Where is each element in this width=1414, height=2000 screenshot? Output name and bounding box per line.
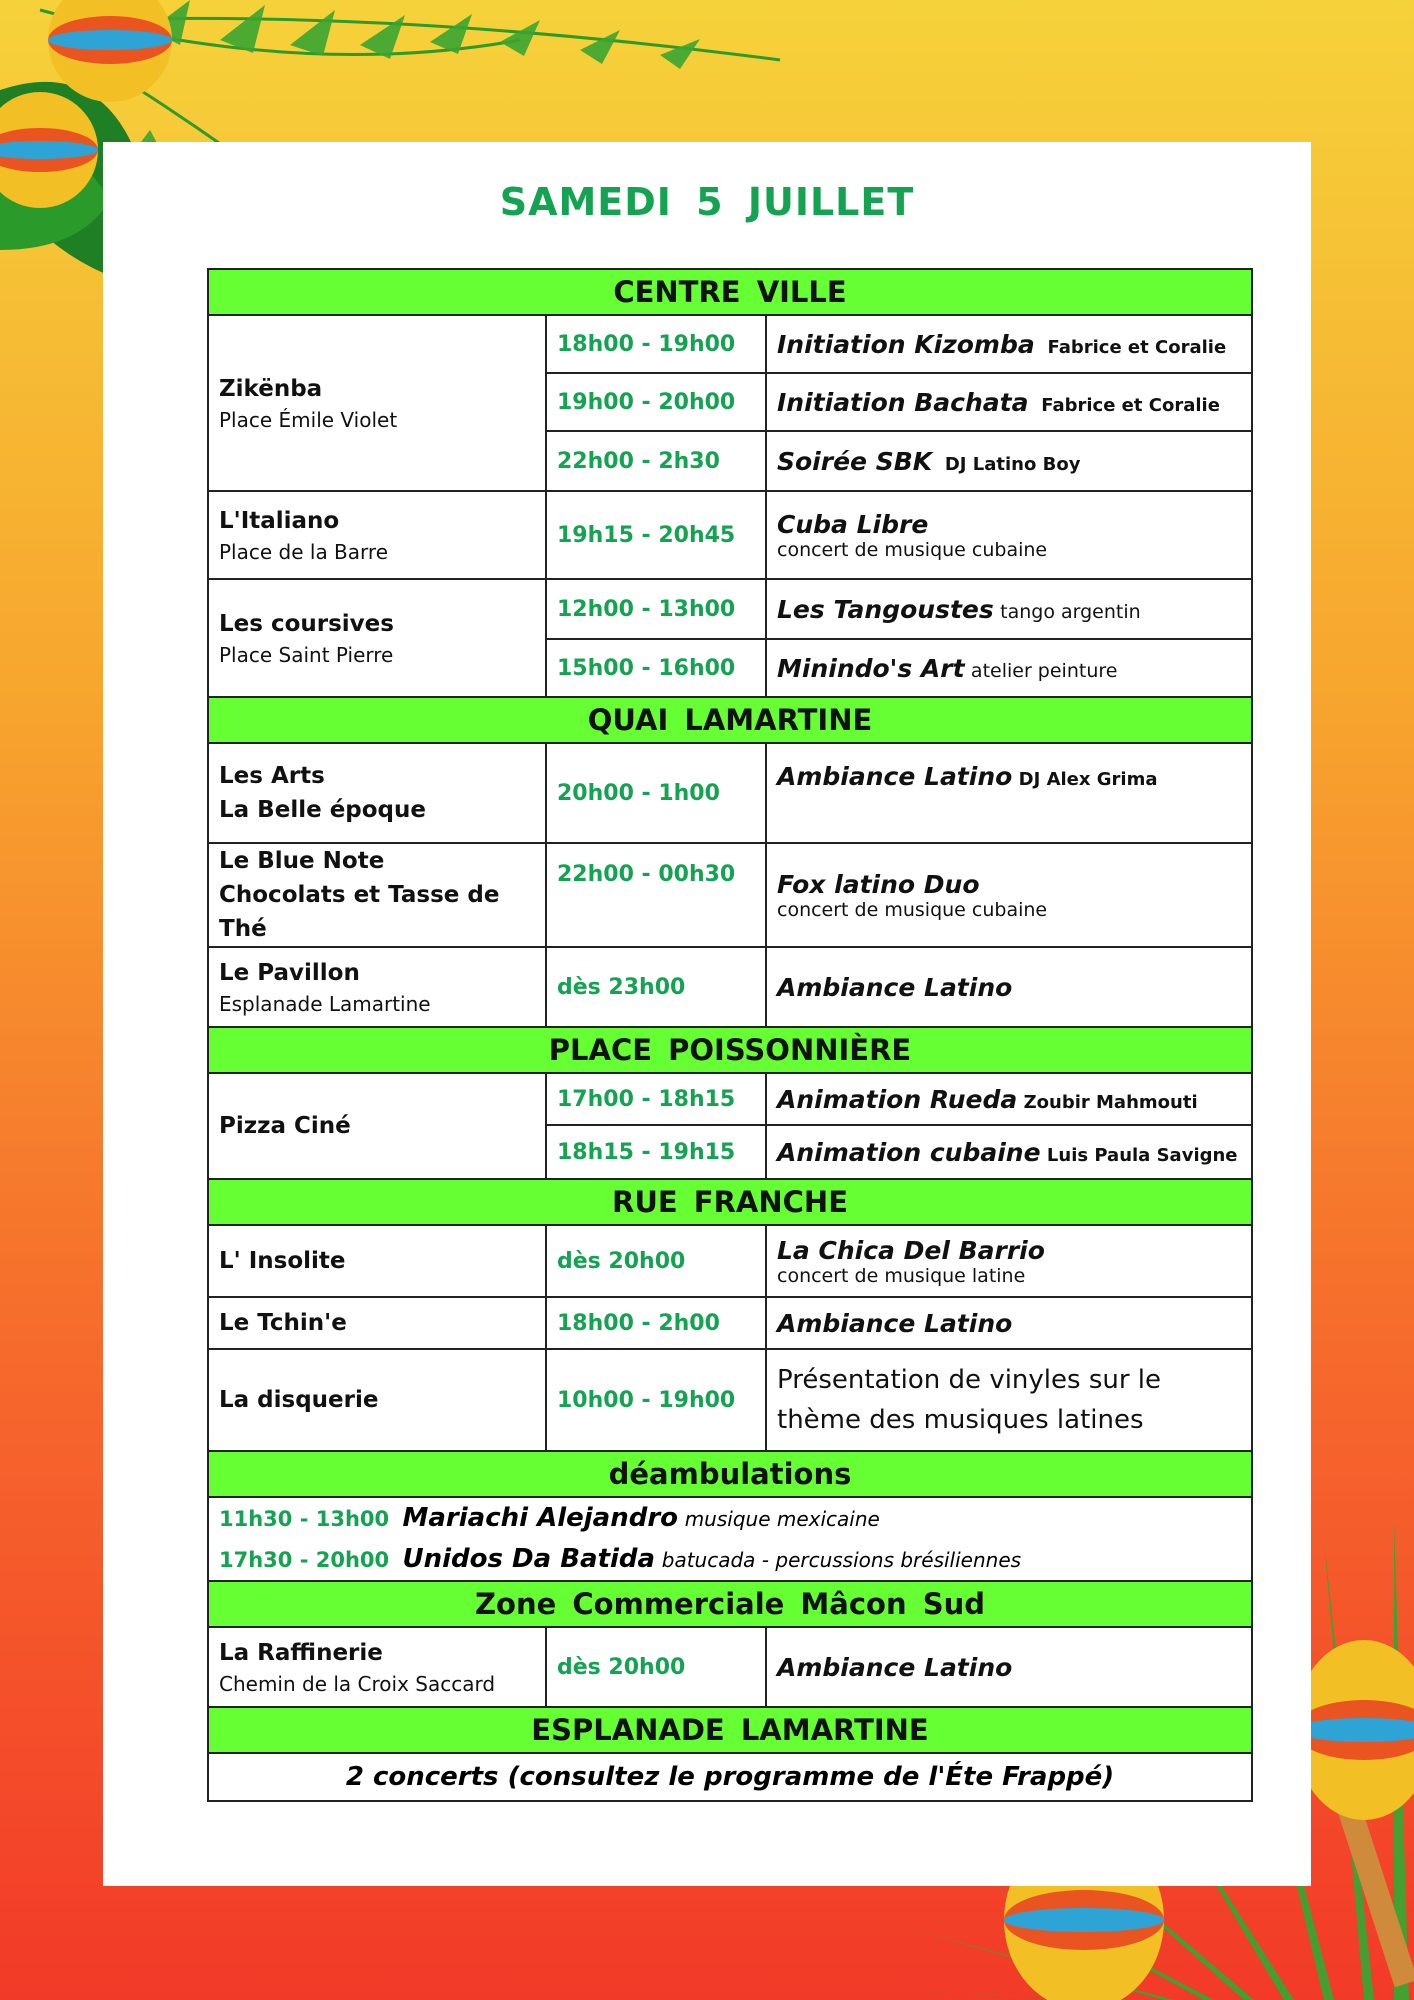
activity-name: Initiation Kizomba: [777, 329, 1035, 359]
venue-name: Les Arts: [219, 763, 325, 789]
activity-cell: [766, 315, 1252, 373]
venue-name: Le Pavillon: [219, 960, 360, 986]
activity-cell: [766, 1349, 1252, 1451]
table-row: [208, 743, 1252, 843]
time-slot: dès 23h00: [546, 947, 766, 1027]
time-slot: 20h00 - 1h00: [546, 743, 766, 843]
activity-name: Cuba Libre: [777, 509, 929, 539]
activity-cell: [766, 491, 1252, 579]
table-row: [208, 1225, 1252, 1297]
table-row: [208, 1349, 1252, 1451]
section-header-deambulations: déambulations: [208, 1451, 1252, 1497]
time-slot: 22h00 - 2h30: [546, 431, 766, 491]
venue-name: Pizza Ciné: [219, 1113, 351, 1139]
activity-cell: [766, 1297, 1252, 1349]
time-slot: 10h00 - 19h00: [546, 1349, 766, 1451]
time-slot: dès 20h00: [546, 1225, 766, 1297]
table-row: [208, 843, 1252, 947]
time-slot: 12h00 - 13h00: [546, 579, 766, 639]
activity-name: La Chica Del Barrio: [777, 1235, 1045, 1265]
activity-description: concert de musique cubaine: [777, 538, 1048, 561]
venue-cell: [208, 315, 546, 491]
activity-cell: [766, 1073, 1252, 1125]
activity-host: Fabrice et Coralie: [1047, 336, 1227, 358]
venue-cell: [208, 947, 546, 1027]
section-header-rue-franche: RUE FRANCHE: [208, 1179, 1252, 1225]
table-row: [208, 1073, 1252, 1125]
activity-host: DJ Latino Boy: [944, 453, 1081, 475]
time-slot: 17h00 - 18h15: [546, 1073, 766, 1125]
activity-cell: [766, 947, 1252, 1027]
activity-name: Initiation Bachata: [777, 387, 1029, 417]
activity-description: concert de musique latine: [777, 1264, 1026, 1287]
time-slot: 19h00 - 20h00: [546, 373, 766, 431]
section-header-zone-commerciale: Zone Commerciale Mâcon Sud: [208, 1581, 1252, 1627]
time-slot: 18h00 - 2h00: [546, 1297, 766, 1349]
activity-text-line: Présentation de vinyles sur le: [777, 1365, 1162, 1395]
table-row: [208, 491, 1252, 579]
activity-description: atelier peinture: [970, 659, 1118, 682]
venue-name: Les coursives: [219, 611, 394, 637]
activity-name: Ambiance Latino: [777, 762, 1013, 791]
venue-cell: [208, 579, 546, 697]
table-row: [208, 1497, 1252, 1581]
section-header-place-poissonniere: PLACE POISSONNIÈRE: [208, 1027, 1252, 1073]
time-slot: 19h15 - 20h45: [546, 491, 766, 579]
page-title: SAMEDI 5 JUILLET: [499, 180, 915, 224]
activity-description: tango argentin: [1000, 600, 1141, 623]
list-item: [219, 1539, 1241, 1580]
venue-cell: [208, 1297, 546, 1349]
table-row: [208, 579, 1252, 639]
activity-name: Mariachi Alejandro: [402, 1503, 679, 1533]
activity-cell: [766, 843, 1252, 947]
table-row: [208, 1753, 1252, 1801]
venue-place: Esplanade Lamartine: [219, 992, 431, 1016]
venue-name: La disquerie: [219, 1387, 379, 1413]
activity-cell: [766, 579, 1252, 639]
activity-cell: [766, 431, 1252, 491]
venue-place: Chemin de la Croix Saccard: [219, 1672, 496, 1696]
activity-host: DJ Alex Grima: [1018, 769, 1158, 790]
activity-name: Ambiance Latino: [777, 972, 1013, 1002]
time-slot: 11h30 - 13h00: [219, 1507, 390, 1531]
activity-cell: [766, 743, 1252, 843]
activity-name: Soirée SBK: [777, 446, 933, 476]
venue-name: L'Italiano: [219, 508, 340, 534]
activity-name: Unidos Da Batida: [402, 1544, 656, 1574]
venue-place: Place Émile Violet: [219, 408, 398, 432]
activity-description: batucada - percussions brésiliennes: [661, 1548, 1022, 1572]
venue-place: Place de la Barre: [219, 540, 388, 564]
venue-cell: [208, 1349, 546, 1451]
activity-name: Animation Rueda: [777, 1084, 1018, 1114]
activity-cell: [766, 373, 1252, 431]
activity-text-line: thème des musiques latines: [777, 1405, 1144, 1435]
venue-name-secondary: Chocolats et Tasse de Thé: [219, 882, 500, 942]
time-slot: 18h15 - 19h15: [546, 1125, 766, 1179]
activity-host: Luis Paula Savigne: [1046, 1144, 1238, 1166]
time-slot: dès 20h00: [546, 1627, 766, 1707]
section-header-centre-ville: CENTRE VILLE: [208, 269, 1252, 315]
activity-description: concert de musique cubaine: [777, 898, 1048, 921]
venue-name: Le Blue Note: [219, 848, 385, 874]
venue-cell: [208, 491, 546, 579]
activity-description: musique mexicaine: [684, 1507, 880, 1531]
activity-cell: [766, 1125, 1252, 1179]
activity-host: Zoubir Mahmouti: [1023, 1091, 1198, 1113]
activity-name: Minindo's Art: [777, 653, 965, 683]
time-slot: 17h30 - 20h00: [219, 1548, 390, 1572]
venue-name: Le Tchin'e: [219, 1310, 347, 1336]
time-slot: 22h00 - 00h30: [546, 843, 766, 947]
time-slot: 18h00 - 19h00: [546, 315, 766, 373]
activity-cell: [766, 1225, 1252, 1297]
venue-place: Place Saint Pierre: [219, 643, 394, 667]
section-header-quai-lamartine: QUAI LAMARTINE: [208, 697, 1252, 743]
activity-cell: [766, 1627, 1252, 1707]
activity-name: Animation cubaine: [777, 1137, 1041, 1167]
venue-name: Zikënba: [219, 376, 323, 402]
venue-cell: [208, 1073, 546, 1179]
activity-name: Ambiance Latino: [777, 1308, 1013, 1338]
venue-cell: [208, 1627, 546, 1707]
list-item: [219, 1498, 1241, 1539]
table-row: [208, 1627, 1252, 1707]
venue-name: L' Insolite: [219, 1248, 346, 1274]
venue-cell: [208, 743, 546, 843]
activity-name: Les Tangoustes: [777, 594, 994, 624]
venue-cell: [208, 1225, 546, 1297]
venue-name-secondary: La Belle époque: [219, 797, 426, 823]
program-table: [207, 268, 1253, 1802]
venue-name: La Raffinerie: [219, 1640, 383, 1666]
table-row: [208, 315, 1252, 373]
time-slot: 15h00 - 16h00: [546, 639, 766, 697]
activity-name: Fox latino Duo: [777, 869, 980, 899]
section-header-esplanade-lamartine: ESPLANADE LAMARTINE: [208, 1707, 1252, 1753]
activity-name: Ambiance Latino: [777, 1652, 1013, 1682]
activity-cell: [766, 639, 1252, 697]
venue-cell: [208, 843, 546, 947]
table-row: [208, 1297, 1252, 1349]
deambulations-cell: [208, 1497, 1252, 1581]
activity-host: Fabrice et Coralie: [1041, 394, 1220, 416]
table-row: [208, 947, 1252, 1027]
esplanade-note: 2 concerts (consultez le programme de l'Éte Frappé): [208, 1753, 1252, 1801]
